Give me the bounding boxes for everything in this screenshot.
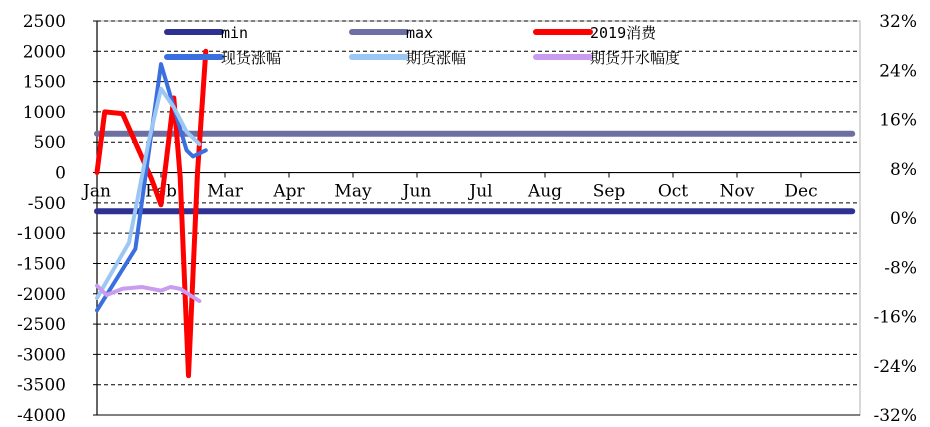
left-tick-label: 500 bbox=[33, 133, 66, 154]
legend-label-3: 现货涨幅 bbox=[221, 49, 282, 67]
x-tick-label: Nov bbox=[719, 181, 755, 202]
x-tick-label: Jun bbox=[402, 181, 432, 202]
plot-area bbox=[97, 21, 860, 415]
x-tick-label: Feb bbox=[145, 181, 177, 202]
legend-label-1: max bbox=[406, 24, 434, 42]
left-tick-label: -500 bbox=[27, 193, 66, 214]
left-tick-label: 1000 bbox=[22, 102, 66, 123]
x-tick-label: May bbox=[334, 181, 372, 202]
left-tick-label: -1000 bbox=[16, 224, 66, 245]
left-tick-label: 0 bbox=[55, 163, 66, 184]
x-tick-label: Mar bbox=[207, 181, 243, 202]
right-tick-label: 0% bbox=[890, 209, 917, 229]
left-tick-label: -4000 bbox=[16, 406, 66, 426]
x-tick-label: Jan bbox=[83, 181, 111, 202]
x-tick-label: Aug bbox=[527, 181, 563, 202]
right-tick-label: 32% bbox=[879, 12, 917, 32]
right-y-axis-labels bbox=[873, 12, 917, 426]
right-tick-label: -24% bbox=[873, 356, 917, 377]
x-tick-label: Apr bbox=[273, 181, 305, 202]
right-tick-label: -16% bbox=[873, 307, 917, 328]
legend-label-5: 期货升水幅度 bbox=[590, 49, 681, 67]
x-tick-label: Dec bbox=[784, 181, 818, 202]
x-tick-label: Jul bbox=[469, 181, 493, 202]
left-tick-label: 2000 bbox=[22, 42, 66, 63]
left-tick-label: -2500 bbox=[16, 315, 66, 336]
legend-label-2: 2019消费 bbox=[590, 24, 657, 42]
right-tick-label: -32% bbox=[873, 406, 917, 426]
left-tick-label: -3000 bbox=[16, 345, 66, 366]
left-tick-label: -1500 bbox=[16, 254, 66, 275]
legend-label-4: 期货涨幅 bbox=[406, 49, 467, 67]
right-tick-label: 24% bbox=[879, 61, 917, 82]
right-tick-label: 16% bbox=[879, 110, 917, 131]
left-tick-label: -2000 bbox=[16, 284, 66, 305]
legend-label-0: min bbox=[221, 24, 249, 42]
right-tick-label: -8% bbox=[884, 258, 917, 279]
left-tick-label: 2500 bbox=[22, 12, 66, 32]
left-tick-label: -3500 bbox=[16, 375, 66, 396]
x-tick-label: Sep bbox=[592, 181, 626, 202]
left-y-axis-labels bbox=[17, 12, 66, 426]
x-tick-label: Oct bbox=[657, 181, 689, 202]
right-tick-label: 8% bbox=[890, 159, 917, 180]
left-tick-label: 1500 bbox=[22, 72, 66, 93]
